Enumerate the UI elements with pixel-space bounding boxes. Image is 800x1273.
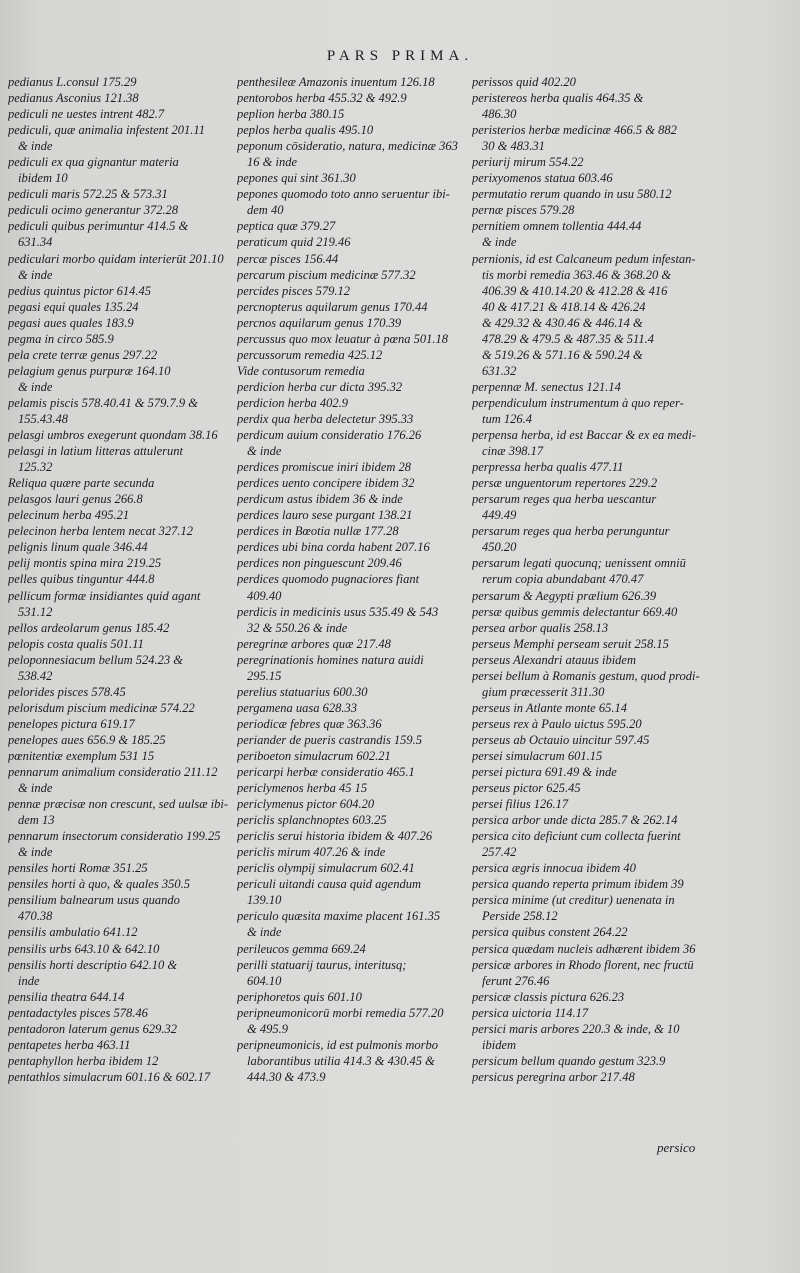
index-entry: pediculi ocimo generantur 372.28 <box>8 203 179 218</box>
index-entry: periclis olympij simulacrum 602.41 <box>237 861 415 876</box>
index-entry: 531.12 <box>18 604 53 619</box>
index-entry: perdices quomodo pugnaciores fiant <box>237 572 420 587</box>
index-entry: penelopes pictura 619.17 <box>8 716 135 731</box>
index-entry: pegma in circo 585.9 <box>8 331 114 346</box>
index-entry: 139.10 <box>247 893 282 908</box>
index-entry: pelles quibus tinguntur 444.8 <box>8 572 155 587</box>
index-entry: pensilis urbs 643.10 & 642.10 <box>8 941 160 956</box>
index-entry: perixyomenos statua 603.46 <box>472 171 613 186</box>
index-entry: dem 13 <box>18 813 55 828</box>
index-entry: pericarpi herbæ consideratio 465.1 <box>237 765 415 780</box>
index-entry: persæ quibus gemmis delectantur 669.40 <box>472 604 678 619</box>
index-entry: persei pictura 691.49 & inde <box>472 765 617 780</box>
index-entry: perissos quid 402.20 <box>472 75 576 89</box>
index-entry: 155.43.48 <box>18 411 68 426</box>
index-entry: pepones qui sint 361.30 <box>237 171 356 186</box>
index-entry: perdices in Bœotia nullæ 177.28 <box>237 524 399 539</box>
index-entry: percæ pisces 156.44 <box>237 251 339 266</box>
index-entry: gium præcesserit 311.30 <box>482 684 605 699</box>
index-entry: pœnitentiæ exemplum 531 15 <box>8 748 155 763</box>
index-entry: 538.42 <box>18 668 53 683</box>
index-entry: persæ unguentorum repertores 229.2 <box>472 476 658 491</box>
index-entry: percnopterus aquilarum genus 170.44 <box>237 299 428 314</box>
index-entry: pelopis costa qualis 501.11 <box>8 636 144 651</box>
index-entry: pernæ pisces 579.28 <box>472 203 575 218</box>
index-entry: permutatio rerum quando in usu 580.12 <box>472 187 672 202</box>
index-entry: pernionis, id est Calcaneum pedum infestan- <box>472 251 696 266</box>
index-column-3 <box>472 74 717 1085</box>
index-entry: pediculi ne uestes intrent 482.7 <box>8 107 165 122</box>
index-entry: percussus quo mox leuatur à pœna 501.18 <box>237 331 448 346</box>
index-entry: 125.32 <box>18 460 53 475</box>
index-entry: 16 & inde <box>247 155 297 170</box>
index-entry: pedius quintus pictor 614.45 <box>8 283 152 298</box>
index-entry: perpressa herba qualis 477.11 <box>472 460 624 475</box>
index-entry: perpendiculum instrumentum à quo reper- <box>472 395 684 410</box>
index-entry: peponum cōsideratio, natura, medicinæ 363 <box>237 139 458 154</box>
index-entry: perpennæ M. senectus 121.14 <box>472 379 621 394</box>
index-entry: pegasi equi quales 135.24 <box>8 299 139 314</box>
index-entry: Reliqua quære parte secunda <box>8 476 155 491</box>
index-entry: perdicis in medicinis usus 535.49 & 543 <box>237 604 439 619</box>
index-entry: pediculi ex qua gignantur materia <box>8 155 179 170</box>
index-entry: & inde <box>247 925 282 940</box>
index-entry: inde <box>18 973 40 988</box>
index-entry: pediculari morbo quidam interierūt 201.10 <box>8 251 224 266</box>
index-entry: persica quando reperta primum ibidem 39 <box>472 877 684 892</box>
index-entry: pedianus L.consul 175.29 <box>8 75 137 89</box>
index-entry: & inde <box>18 845 53 860</box>
index-entry: & 429.32 & 430.46 & 446.14 & <box>482 315 643 330</box>
index-entry: perdices promiscue iniri ibidem 28 <box>237 460 412 475</box>
index-entry: 409.40 <box>247 588 282 603</box>
index-entry: penthesileæ Amazonis inuentum 126.18 <box>237 75 435 89</box>
index-entry: & 495.9 <box>247 1021 288 1036</box>
index-entry: periclis mirum 407.26 & inde <box>237 845 386 860</box>
index-entry: & 519.26 & 571.16 & 590.24 & <box>482 347 643 362</box>
index-entry: persicum bellum quando gestum 323.9 <box>472 1053 666 1068</box>
running-head: PARS PRIMA. <box>326 48 474 64</box>
index-entry: pentapetes herba 463.11 <box>8 1037 131 1052</box>
index-entry: 449.49 <box>482 508 517 523</box>
index-entry: pediculi quibus perimuntur 414.5 & <box>8 219 189 234</box>
index-entry: persei filius 126.17 <box>472 797 569 812</box>
index-entry: persica cito deficiunt cum collecta fuerint <box>472 829 681 844</box>
index-entry: perseus in Atlante monte 65.14 <box>472 700 627 715</box>
index-entry: persea arbor qualis 258.13 <box>472 620 609 635</box>
index-entry: perdix qua herba delectetur 395.33 <box>237 411 414 426</box>
index-entry: persei bellum à Romanis gestum, quod prodi- <box>472 668 700 683</box>
index-entry: perdices lauro sese purgant 138.21 <box>237 508 413 523</box>
index-entry: pegasi aues quales 183.9 <box>8 315 134 330</box>
index-entry: pensiles horti à quo, & quales 350.5 <box>8 877 190 892</box>
index-entry: persica ægris innocua ibidem 40 <box>472 861 636 876</box>
index-entry: pentathlos simulacrum 601.16 & 602.17 <box>8 1069 211 1084</box>
index-entry: & inde <box>18 781 53 796</box>
index-entry: 631.32 <box>482 363 517 378</box>
index-entry: pennarum insectorum consideratio 199.25 <box>8 829 221 844</box>
index-entry: perseus ab Octauio uincitur 597.45 <box>472 732 650 747</box>
index-entry: perdicum astus ibidem 36 & inde <box>237 492 403 507</box>
index-entry: persica quibus constent 264.22 <box>472 925 628 940</box>
index-entry: penelopes aues 656.9 & 185.25 <box>8 732 166 747</box>
index-entry: periculo quæsita maxime placent 161.35 <box>237 909 441 924</box>
index-entry: 631.34 <box>18 235 53 250</box>
index-entry: perdicion herba 402.9 <box>237 395 348 410</box>
index-entry: peristereos herba qualis 464.35 & <box>472 91 644 106</box>
index-entry: pelasgi in latium litteras attulerunt <box>8 444 183 459</box>
index-entry: ferunt 276.46 <box>482 973 550 988</box>
index-entry: pelasgi umbros exegerunt quondam 38.16 <box>8 428 218 443</box>
index-entry: perseus Memphi perseam seruit 258.15 <box>472 636 669 651</box>
index-column-2 <box>237 74 473 1085</box>
index-entry: pelij montis spina mira 219.25 <box>8 556 162 571</box>
index-entry: pentaphyllon herba ibidem 12 <box>8 1053 159 1068</box>
index-entry: pentadoron laterum genus 629.32 <box>8 1021 177 1036</box>
index-entry: persicæ classis pictura 626.23 <box>472 989 625 1004</box>
index-entry: 295.15 <box>247 668 282 683</box>
index-entry: dem 40 <box>247 203 284 218</box>
index-entry: perelius statuarius 600.30 <box>237 684 368 699</box>
index-entry: percnos aquilarum genus 170.39 <box>237 315 402 330</box>
index-entry: persica arbor unde dicta 285.7 & 262.14 <box>472 813 678 828</box>
index-entry: pellos ardeolarum genus 185.42 <box>8 620 170 635</box>
index-entry: tum 126.4 <box>482 411 532 426</box>
index-entry: periclymenos herba 45 15 <box>237 781 368 796</box>
index-entry: perdicum auium consideratio 176.26 <box>237 428 422 443</box>
index-entry: percarum piscium medicinæ 577.32 <box>237 267 416 282</box>
index-entry: persarum reges qua herba uescantur <box>472 492 657 507</box>
index-entry: pelignis linum quale 346.44 <box>8 540 148 555</box>
index-entry: periculi uitandi causa quid agendum <box>237 877 422 892</box>
index-entry: perdices uento concipere ibidem 32 <box>237 476 415 491</box>
index-entry: persarum reges qua herba perunguntur <box>472 524 670 539</box>
index-entry: & inde <box>18 267 53 282</box>
index-entry: peripneumonicorū morbi remedia 577.20 <box>237 1005 444 1020</box>
index-entry: persarum & Aegypti prælium 626.39 <box>472 588 657 603</box>
index-entry: rerum copia abundabant 470.47 <box>482 572 644 587</box>
index-entry: peristerios herbæ medicinæ 466.5 & 882 <box>472 123 677 138</box>
index-entry: perseus rex à Paulo uictus 595.20 <box>472 716 642 731</box>
index-entry: peripneumonicis, id est pulmonis morbo <box>237 1037 439 1052</box>
index-entry: pentorobos herba 455.32 & 492.9 <box>237 91 407 106</box>
index-entry: percides pisces 579.12 <box>237 283 351 298</box>
index-entry: persica minime (ut creditur) uenenata in <box>472 893 675 908</box>
index-entry: peregrinationis homines natura auidi <box>237 652 424 667</box>
index-entry: perdices ubi bina corda habent 207.16 <box>237 540 430 555</box>
index-entry: persica uictoria 114.17 <box>472 1005 589 1020</box>
index-entry: pensilis ambulatio 641.12 <box>8 925 138 940</box>
index-entry: periboeton simulacrum 602.21 <box>237 748 391 763</box>
index-entry: pentadactyles pisces 578.46 <box>8 1005 148 1020</box>
index-entry: periclymenus pictor 604.20 <box>237 797 375 812</box>
index-entry: periodicæ febres quæ 363.36 <box>237 716 382 731</box>
index-entry: periurij mirum 554.22 <box>472 155 584 170</box>
index-entry: persarum legati quocunq; uenissent omniū <box>472 556 686 571</box>
index-entry: pensilis horti descriptio 642.10 & <box>8 957 178 972</box>
catchword: persico <box>657 1140 696 1155</box>
index-entry: tis morbi remedia 363.46 & 368.20 & <box>482 267 672 282</box>
index-entry: peptica quæ 379.27 <box>237 219 336 234</box>
index-entry: persici maris arbores 220.3 & inde, & 10 <box>472 1021 680 1036</box>
index-entry: perseus Alexandri atauus ibidem <box>472 652 636 667</box>
index-entry: perilli statuarij taurus, interitusq; <box>237 957 407 972</box>
index-entry: peraticum quid 219.46 <box>237 235 351 250</box>
index-entry: pelasgos lauri genus 266.8 <box>8 492 143 507</box>
index-entry: & inde <box>482 235 517 250</box>
index-entry: pelorisdum piscium medicinæ 574.22 <box>8 700 195 715</box>
index-entry: 450.20 <box>482 540 517 555</box>
index-entry: pedianus Asconius 121.38 <box>8 91 139 106</box>
index-entry: persicæ arbores in Rhodo florent, nec fructū <box>472 957 694 972</box>
index-entry: pennarum animalium consideratio 211.12 <box>8 765 218 780</box>
index-entry: pelagium genus purpuræ 164.10 <box>8 363 171 378</box>
index-entry: pensilium balnearum usus quando <box>8 893 180 908</box>
index-entry: pensilia theatra 644.14 <box>8 989 125 1004</box>
index-entry: pelecinon herba lentem necat 327.12 <box>8 524 194 539</box>
index-entry: & inde <box>18 379 53 394</box>
index-entry: ibidem <box>482 1037 517 1052</box>
index-entry: pediculi, quæ animalia infestent 201.11 <box>8 123 205 138</box>
index-entry: peregrinæ arbores quæ 217.48 <box>237 636 391 651</box>
index-entry: Vide contusorum remedia <box>237 363 365 378</box>
index-entry: persica quædam nucleis adhærent ibidem 36 <box>472 941 696 956</box>
index-entry: 444.30 & 473.9 <box>247 1069 326 1084</box>
index-entry: 486.30 <box>482 107 517 122</box>
index-entry: periphoretos quis 601.10 <box>237 989 362 1004</box>
index-entry: pepones quomodo toto anno seruentur ibi- <box>237 187 450 202</box>
index-entry: percussorum remedia 425.12 <box>237 347 383 362</box>
index-entry: 257.42 <box>482 845 517 860</box>
index-entry: pennæ præcisæ non crescunt, sed uulsæ ibi- <box>8 797 229 812</box>
index-entry: perdices non pinguescunt 209.46 <box>237 556 402 571</box>
index-entry: peloponnesiacum bellum 524.23 & <box>8 652 183 667</box>
index-entry: periander de pueris castrandis 159.5 <box>237 732 423 747</box>
index-entry: pela crete terræ genus 297.22 <box>8 347 158 362</box>
index-entry: 30 & 483.31 <box>482 139 545 154</box>
index-column-1 <box>8 74 232 1085</box>
index-entry: periclis splanchnoptes 603.25 <box>237 813 387 828</box>
index-entry: 470.38 <box>18 909 53 924</box>
index-entry: periclis serui historia ibidem & 407.26 <box>237 829 433 844</box>
index-entry: pediculi maris 572.25 & 573.31 <box>8 187 168 202</box>
index-entry: perdicion herba cur dicta 395.32 <box>237 379 403 394</box>
index-entry: Perside 258.12 <box>482 909 558 924</box>
index-entry: peplion herba 380.15 <box>237 107 345 122</box>
index-entry: 40 & 417.21 & 418.14 & 426.24 <box>482 299 646 314</box>
index-entry: pelamis piscis 578.40.41 & 579.7.9 & <box>8 395 198 410</box>
index-entry: & inde <box>247 444 282 459</box>
index-entry: cinæ 398.17 <box>482 444 544 459</box>
index-entry: pelorides pisces 578.45 <box>8 684 126 699</box>
index-entry: perseus pictor 625.45 <box>472 781 581 796</box>
index-entry: perileucos gemma 669.24 <box>237 941 366 956</box>
index-entry: 32 & 550.26 & inde <box>247 620 348 635</box>
index-entry: pensiles horti Romæ 351.25 <box>8 861 148 876</box>
index-entry: 604.10 <box>247 973 282 988</box>
index-entry: 406.39 & 410.14.20 & 412.28 & 416 <box>482 283 668 298</box>
index-entry: persei simulacrum 601.15 <box>472 748 603 763</box>
index-entry: laborantibus utilia 414.3 & 430.45 & <box>247 1053 435 1068</box>
index-entry: & inde <box>18 139 53 154</box>
index-entry: ibidem 10 <box>18 171 68 186</box>
index-entry: peplos herba qualis 495.10 <box>237 123 374 138</box>
index-entry: pelecinum herba 495.21 <box>8 508 130 523</box>
index-entry: pergamena uasa 628.33 <box>237 700 358 715</box>
index-entry: pellicum formæ insidiantes quid agant <box>8 588 201 603</box>
index-entry: perpensa herba, id est Baccar & ex ea medi- <box>472 428 696 443</box>
index-entry: 478.29 & 479.5 & 487.35 & 511.4 <box>482 331 654 346</box>
index-entry: pernitiem omnem tollentia 444.44 <box>472 219 642 234</box>
index-entry: persicus peregrina arbor 217.48 <box>472 1069 635 1084</box>
